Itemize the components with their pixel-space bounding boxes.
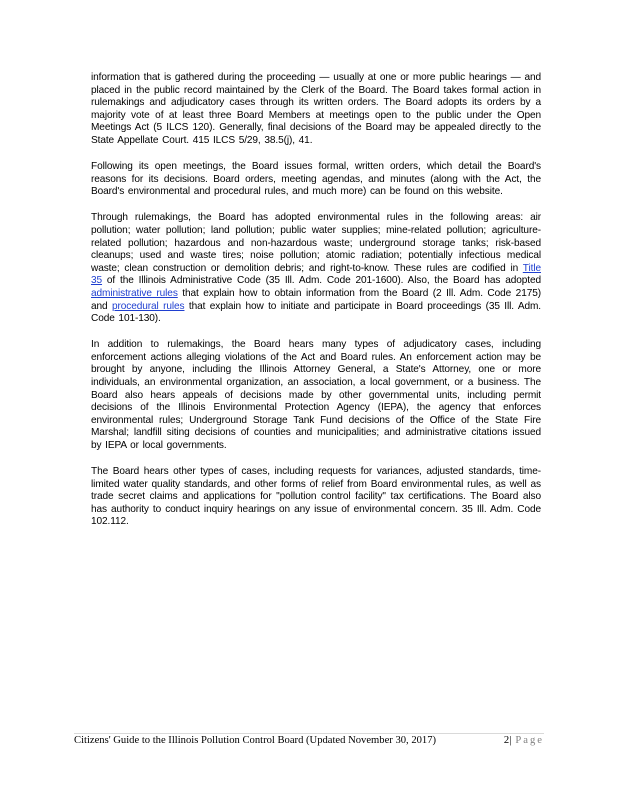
page-number: 2 <box>503 735 510 746</box>
paragraph-text: Through rulemakings, the Board has adopted environmental rules in the following areas: air pollution; water pollution; land pollution; public water supplies; mine-related pollution; agriculture-related pollution; hazardous and non-hazardous waste; underground storage tanks; risk-based cleanups; used and waste tires; noise pollution; atomic radiation; potentially infectious medical waste; clean construction or demolition debris; and right-to-know. These rules are codified in <box>91 212 541 274</box>
document-body <box>91 72 541 543</box>
body-paragraph <box>91 466 541 529</box>
inline-link[interactable]: Title 35 <box>91 262 541 287</box>
page-separator: | <box>509 735 513 746</box>
paragraph-text: In addition to rulemakings, the Board hears many types of adjudicatory cases, including enforcement actions alleging violations of the Act and Board rules. An enforcement action may be brought by anyone, including the Illinois Attorney General, a State's Attorney, one or more individuals, an environmental organization, an association, a local government, or a business. The Board also hears appeals of decisions made by other governmental units, including permit decisions of the Illinois Environmental Protection Agency (IEPA), the agency that enforces environmental rules; Underground Storage Tank Fund decisions of the Office of the State Fire Marshal; landfill siting decisions of counties and municipalities; and administrative citations issued by IEPA or local governments. <box>91 339 541 451</box>
inline-link[interactable]: administrative rules <box>91 287 178 299</box>
page-number-block <box>504 735 544 746</box>
body-paragraph <box>91 161 541 199</box>
paragraph-text: The Board hears other types of cases, including requests for variances, adjusted standards, time-limited water quality standards, and other forms of relief from Board environmental rules, as well as trade secret claims and applications for "pollution control facility" tax certifications. The Board also has authority to conduct inquiry hearings on any issue of environmental concern. 35 Ill. Adm. Code 102.112. <box>91 466 541 528</box>
page-footer <box>74 733 544 746</box>
paragraph-text: information that is gathered during the proceeding — usually at one or more public hearings — and placed in the public record maintained by the Clerk of the Board. The Board takes formal action in rulemakings and adjudicatory cases through its written orders. The Board adopts its orders by a majority vote of at least three Board Members at meetings open to the public under the Open Meetings Act (5 ILCS 120). Generally, final decisions of the Board may be appealed directly to the State Appellate Court. 415 ILCS 5/29, 38.5(j), 41. <box>91 72 541 146</box>
body-paragraph <box>91 339 541 452</box>
inline-link[interactable]: procedural rules <box>111 300 185 312</box>
paragraph-text: that explain how to initiate and participate in Board proceedings (35 Ill. Adm. Code 101-130). <box>91 300 542 325</box>
body-paragraph <box>91 212 541 325</box>
paragraph-text: Following its open meetings, the Board issues formal, written orders, which detail the Board's reasons for its decisions. Board orders, meeting agendas, and minutes (along with the Act, the Board's environmental and procedural rules, and much more) can be found on this website. <box>91 161 541 198</box>
footer-title: Citizens' Guide to the Illinois Pollution Control Board (Updated November 30, 2017) <box>74 735 437 746</box>
page-label: Page <box>515 735 544 746</box>
paragraph-text: of the Illinois Administrative Code (35 Ill. Adm. Code 201-1600). Also, the Board has adopted <box>102 275 541 287</box>
body-paragraph <box>91 72 541 148</box>
paragraph-text: that explain how to obtain information from the Board (2 Ill. Adm. Code 2175) and <box>91 287 541 312</box>
